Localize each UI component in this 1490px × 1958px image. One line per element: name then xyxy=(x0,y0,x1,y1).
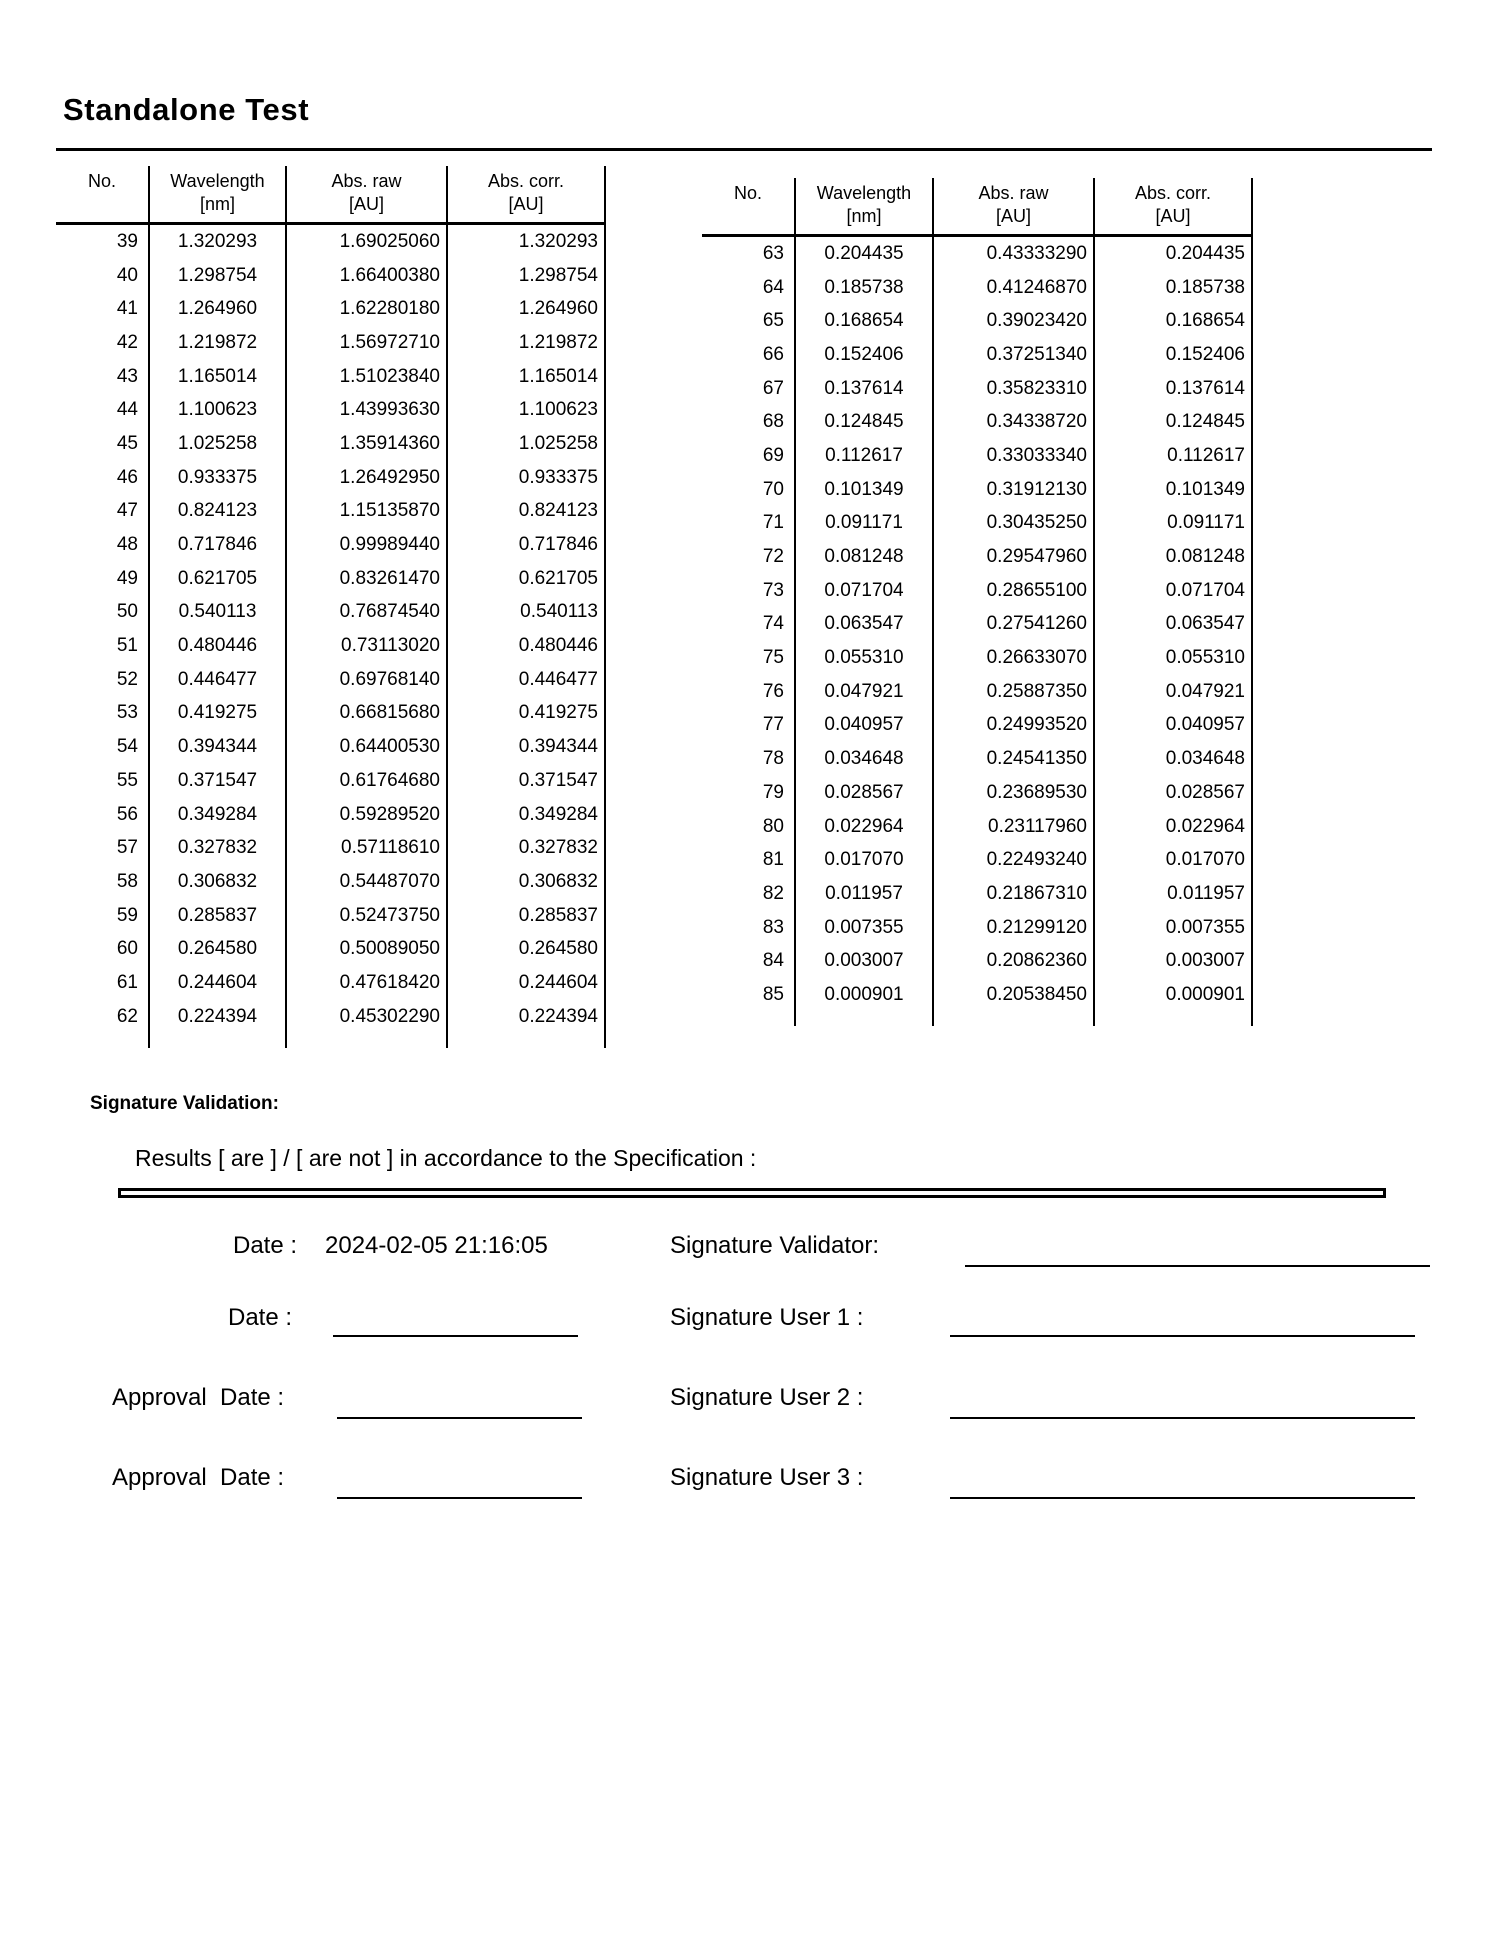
cell-abs-raw: 0.22493240 xyxy=(933,843,1094,877)
cell-wavelength: 0.047921 xyxy=(795,675,933,709)
approval-date-line[interactable] xyxy=(337,1497,582,1499)
cell-no: 84 xyxy=(762,950,784,972)
cell-no: 54 xyxy=(116,736,138,758)
cell-wavelength: 1.025258 xyxy=(149,427,286,461)
cell-wavelength: 1.320293 xyxy=(149,224,286,259)
cell-abs-corr: 1.264960 xyxy=(447,292,605,326)
cell-abs-corr: 0.244604 xyxy=(447,966,605,1000)
table-row xyxy=(702,978,1252,1012)
cell-wavelength: 0.168654 xyxy=(795,304,933,338)
cell-no: 57 xyxy=(116,837,138,859)
cell-no: 63 xyxy=(762,242,784,264)
cell-no: 51 xyxy=(116,635,138,657)
cell-abs-raw: 0.99989440 xyxy=(286,528,447,562)
table-row xyxy=(702,675,1252,709)
cell-no: 74 xyxy=(762,613,784,635)
cell-abs-raw: 0.52473750 xyxy=(286,899,447,933)
signature-validator-line[interactable] xyxy=(965,1265,1430,1267)
table-row xyxy=(702,742,1252,776)
cell-abs-raw: 0.21867310 xyxy=(933,877,1094,911)
cell-no: 42 xyxy=(116,331,138,353)
cell-abs-corr: 0.007355 xyxy=(1094,911,1252,945)
cell-abs-corr: 0.000901 xyxy=(1094,978,1252,1012)
cell-abs-corr: 0.047921 xyxy=(1094,675,1252,709)
table-row xyxy=(702,507,1252,541)
cell-abs-raw: 0.26633070 xyxy=(933,641,1094,675)
table-row xyxy=(702,776,1252,810)
cell-abs-raw: 0.34338720 xyxy=(933,405,1094,439)
cell-no: 75 xyxy=(762,647,784,669)
table-row xyxy=(702,473,1252,507)
cell-wavelength: 0.306832 xyxy=(149,865,286,899)
table-row xyxy=(702,877,1252,911)
cell-abs-corr: 0.824123 xyxy=(447,495,605,529)
cell-no: 68 xyxy=(762,411,784,433)
table-row xyxy=(702,641,1252,675)
cell-abs-corr: 0.349284 xyxy=(447,798,605,832)
cell-wavelength: 0.285837 xyxy=(149,899,286,933)
cell-no: 67 xyxy=(762,377,784,399)
cell-wavelength: 0.017070 xyxy=(795,843,933,877)
cell-no: 40 xyxy=(116,264,138,286)
cell-abs-raw: 1.26492950 xyxy=(286,461,447,495)
cell-abs-corr: 0.540113 xyxy=(447,596,605,630)
cell-wavelength: 0.204435 xyxy=(795,236,933,271)
cell-abs-corr: 0.371547 xyxy=(447,764,605,798)
table-row xyxy=(702,843,1252,877)
cell-no: 56 xyxy=(116,803,138,825)
cell-wavelength: 0.071704 xyxy=(795,574,933,608)
table-row xyxy=(56,764,605,798)
cell-no: 53 xyxy=(116,702,138,724)
cell-abs-corr: 0.327832 xyxy=(447,831,605,865)
cell-abs-raw: 0.45302290 xyxy=(286,1000,447,1034)
table-row xyxy=(56,562,605,596)
table-row xyxy=(56,495,605,529)
cell-no: 49 xyxy=(116,567,138,589)
cell-no: 46 xyxy=(116,466,138,488)
cell-no: 61 xyxy=(116,971,138,993)
cell-abs-raw: 0.37251340 xyxy=(933,338,1094,372)
cell-wavelength: 0.101349 xyxy=(795,473,933,507)
cell-abs-raw: 1.69025060 xyxy=(286,224,447,259)
cell-abs-corr: 1.025258 xyxy=(447,427,605,461)
cell-abs-corr: 0.022964 xyxy=(1094,810,1252,844)
table-row xyxy=(702,911,1252,945)
table-row xyxy=(702,709,1252,743)
cell-wavelength: 1.100623 xyxy=(149,393,286,427)
table-row xyxy=(56,966,605,1000)
cell-wavelength: 0.011957 xyxy=(795,877,933,911)
cell-wavelength: 0.040957 xyxy=(795,709,933,743)
cell-abs-corr: 0.480446 xyxy=(447,629,605,663)
cell-wavelength: 0.717846 xyxy=(149,528,286,562)
cell-no: 70 xyxy=(762,478,784,500)
cell-abs-raw: 0.69768140 xyxy=(286,663,447,697)
cell-wavelength: 0.063547 xyxy=(795,608,933,642)
cell-abs-raw: 0.25887350 xyxy=(933,675,1094,709)
cell-wavelength: 1.165014 xyxy=(149,360,286,394)
cell-no: 82 xyxy=(762,882,784,904)
cell-abs-raw: 0.76874540 xyxy=(286,596,447,630)
cell-abs-corr: 0.152406 xyxy=(1094,338,1252,372)
table-row xyxy=(702,271,1252,305)
cell-no: 48 xyxy=(116,534,138,556)
cell-wavelength: 0.224394 xyxy=(149,1000,286,1034)
table-spacer xyxy=(56,1034,605,1048)
cell-no: 80 xyxy=(762,815,784,837)
cell-wavelength: 0.112617 xyxy=(795,439,933,473)
cell-abs-corr: 1.165014 xyxy=(447,360,605,394)
cell-abs-corr: 0.003007 xyxy=(1094,944,1252,978)
cell-abs-raw: 0.21299120 xyxy=(933,911,1094,945)
cell-abs-corr: 0.091171 xyxy=(1094,507,1252,541)
cell-abs-raw: 1.35914360 xyxy=(286,427,447,461)
cell-abs-corr: 0.394344 xyxy=(447,730,605,764)
table-row xyxy=(56,831,605,865)
cell-no: 83 xyxy=(762,916,784,938)
cell-no: 60 xyxy=(116,938,138,960)
cell-wavelength: 1.219872 xyxy=(149,326,286,360)
table-row xyxy=(702,338,1252,372)
cell-abs-raw: 0.39023420 xyxy=(933,304,1094,338)
cell-no: 52 xyxy=(116,668,138,690)
cell-no: 62 xyxy=(116,1005,138,1027)
table-row xyxy=(56,596,605,630)
table-row xyxy=(56,932,605,966)
cell-abs-raw: 0.20538450 xyxy=(933,978,1094,1012)
cell-abs-raw: 0.50089050 xyxy=(286,932,447,966)
header-wavelength: Wavelength [nm] xyxy=(149,166,286,224)
cell-abs-raw: 0.28655100 xyxy=(933,574,1094,608)
cell-abs-corr: 0.419275 xyxy=(447,697,605,731)
cell-abs-raw: 0.35823310 xyxy=(933,372,1094,406)
cell-wavelength: 0.003007 xyxy=(795,944,933,978)
cell-abs-corr: 0.112617 xyxy=(1094,439,1252,473)
cell-abs-raw: 1.62280180 xyxy=(286,292,447,326)
cell-wavelength: 0.028567 xyxy=(795,776,933,810)
cell-abs-corr: 1.320293 xyxy=(447,224,605,259)
table-row xyxy=(56,393,605,427)
date-label: Date : xyxy=(233,1232,298,1259)
cell-abs-raw: 0.23689530 xyxy=(933,776,1094,810)
approval-date-label: Approval Date : xyxy=(112,1464,285,1491)
cell-wavelength: 0.540113 xyxy=(149,596,286,630)
cell-wavelength: 0.419275 xyxy=(149,697,286,731)
cell-abs-raw: 1.66400380 xyxy=(286,259,447,293)
cell-wavelength: 0.264580 xyxy=(149,932,286,966)
cell-abs-corr: 0.204435 xyxy=(1094,236,1252,271)
signature-user3-line[interactable] xyxy=(950,1497,1415,1499)
table-row xyxy=(702,540,1252,574)
cell-abs-raw: 0.24993520 xyxy=(933,709,1094,743)
header-abs-raw: Abs. raw [AU] xyxy=(286,166,447,224)
table-row xyxy=(56,360,605,394)
cell-no: 76 xyxy=(762,680,784,702)
cell-abs-corr: 0.124845 xyxy=(1094,405,1252,439)
cell-no: 69 xyxy=(762,444,784,466)
table-row xyxy=(56,528,605,562)
table-row xyxy=(702,405,1252,439)
table-spacer xyxy=(702,1012,1252,1026)
cell-abs-corr: 0.011957 xyxy=(1094,877,1252,911)
table-row xyxy=(702,439,1252,473)
cell-abs-corr: 0.063547 xyxy=(1094,608,1252,642)
table-row xyxy=(702,304,1252,338)
cell-no: 45 xyxy=(116,432,138,454)
cell-abs-raw: 0.20862360 xyxy=(933,944,1094,978)
cell-abs-corr: 0.040957 xyxy=(1094,709,1252,743)
table-row xyxy=(56,663,605,697)
cell-abs-corr: 0.034648 xyxy=(1094,742,1252,776)
cell-no: 47 xyxy=(116,500,138,522)
cell-abs-corr: 0.446477 xyxy=(447,663,605,697)
cell-abs-corr: 0.017070 xyxy=(1094,843,1252,877)
cell-abs-raw: 1.43993630 xyxy=(286,393,447,427)
cell-abs-corr: 0.168654 xyxy=(1094,304,1252,338)
header-abs-corr: Abs. corr. [AU] xyxy=(1094,178,1252,236)
cell-abs-corr: 0.137614 xyxy=(1094,372,1252,406)
cell-wavelength: 0.022964 xyxy=(795,810,933,844)
cell-abs-raw: 0.83261470 xyxy=(286,562,447,596)
table-row xyxy=(702,236,1252,271)
cell-no: 72 xyxy=(762,546,784,568)
table-row xyxy=(56,899,605,933)
table-row xyxy=(56,1000,605,1034)
cell-abs-raw: 0.54487070 xyxy=(286,865,447,899)
cell-abs-corr: 0.264580 xyxy=(447,932,605,966)
table-row xyxy=(56,427,605,461)
signature-validator-label: Signature Validator: xyxy=(670,1232,880,1259)
cell-abs-raw: 0.30435250 xyxy=(933,507,1094,541)
header-abs-corr: Abs. corr. [AU] xyxy=(447,166,605,224)
cell-abs-corr: 1.100623 xyxy=(447,393,605,427)
header-no: No. xyxy=(702,178,795,236)
cell-wavelength: 0.371547 xyxy=(149,764,286,798)
cell-no: 41 xyxy=(116,298,138,320)
cell-wavelength: 0.349284 xyxy=(149,798,286,832)
cell-wavelength: 1.264960 xyxy=(149,292,286,326)
cell-no: 65 xyxy=(762,310,784,332)
cell-abs-raw: 1.15135870 xyxy=(286,495,447,529)
cell-abs-corr: 0.101349 xyxy=(1094,473,1252,507)
cell-wavelength: 0.152406 xyxy=(795,338,933,372)
results-table-right xyxy=(702,178,1253,1026)
cell-abs-raw: 1.51023840 xyxy=(286,360,447,394)
cell-no: 43 xyxy=(116,365,138,387)
table-row xyxy=(56,798,605,832)
cell-abs-raw: 0.29547960 xyxy=(933,540,1094,574)
header-abs-raw: Abs. raw [AU] xyxy=(933,178,1094,236)
signature-user1-label: Signature User 1 : xyxy=(670,1304,864,1331)
cell-wavelength: 0.124845 xyxy=(795,405,933,439)
page-title: Standalone Test xyxy=(63,92,310,127)
cell-abs-raw: 1.56972710 xyxy=(286,326,447,360)
cell-no: 58 xyxy=(116,870,138,892)
cell-wavelength: 0.034648 xyxy=(795,742,933,776)
cell-abs-corr: 0.933375 xyxy=(447,461,605,495)
table-row xyxy=(56,326,605,360)
cell-wavelength: 0.480446 xyxy=(149,629,286,663)
cell-abs-corr: 0.055310 xyxy=(1094,641,1252,675)
cell-wavelength: 0.446477 xyxy=(149,663,286,697)
cell-abs-raw: 0.59289520 xyxy=(286,798,447,832)
cell-wavelength: 0.185738 xyxy=(795,271,933,305)
cell-wavelength: 0.394344 xyxy=(149,730,286,764)
cell-abs-raw: 0.61764680 xyxy=(286,764,447,798)
signature-user3-label: Signature User 3 : xyxy=(670,1464,864,1491)
cell-no: 55 xyxy=(116,769,138,791)
table-row xyxy=(702,608,1252,642)
cell-no: 73 xyxy=(762,579,784,601)
title-divider xyxy=(56,148,1432,151)
cell-abs-corr: 0.081248 xyxy=(1094,540,1252,574)
cell-abs-raw: 0.64400530 xyxy=(286,730,447,764)
cell-abs-corr: 0.717846 xyxy=(447,528,605,562)
signature-user1-line[interactable] xyxy=(950,1335,1415,1337)
table-row xyxy=(56,292,605,326)
signature-user2-line[interactable] xyxy=(950,1417,1415,1419)
table-row xyxy=(56,629,605,663)
cell-no: 64 xyxy=(762,276,784,298)
approval-date-line[interactable] xyxy=(337,1417,582,1419)
cell-abs-raw: 0.47618420 xyxy=(286,966,447,1000)
cell-wavelength: 0.000901 xyxy=(795,978,933,1012)
cell-no: 39 xyxy=(116,230,138,252)
cell-no: 66 xyxy=(762,343,784,365)
cell-abs-raw: 0.57118610 xyxy=(286,831,447,865)
cell-abs-raw: 0.33033340 xyxy=(933,439,1094,473)
cell-no: 78 xyxy=(762,748,784,770)
table-header-row xyxy=(56,166,605,224)
cell-wavelength: 0.824123 xyxy=(149,495,286,529)
table-row xyxy=(56,697,605,731)
cell-abs-raw: 0.23117960 xyxy=(933,810,1094,844)
cell-abs-corr: 1.219872 xyxy=(447,326,605,360)
signature-validation-heading: Signature Validation: xyxy=(90,1093,279,1114)
double-divider xyxy=(118,1188,1386,1198)
cell-wavelength: 0.621705 xyxy=(149,562,286,596)
cell-wavelength: 0.244604 xyxy=(149,966,286,1000)
cell-abs-raw: 0.27541260 xyxy=(933,608,1094,642)
cell-no: 79 xyxy=(762,781,784,803)
cell-wavelength: 0.007355 xyxy=(795,911,933,945)
cell-no: 59 xyxy=(116,904,138,926)
cell-abs-raw: 0.73113020 xyxy=(286,629,447,663)
cell-abs-corr: 0.028567 xyxy=(1094,776,1252,810)
cell-no: 71 xyxy=(762,512,784,534)
cell-wavelength: 0.327832 xyxy=(149,831,286,865)
table-row xyxy=(702,810,1252,844)
table-row xyxy=(56,259,605,293)
table-row xyxy=(56,730,605,764)
cell-wavelength: 0.091171 xyxy=(795,507,933,541)
approval-date-label: Approval Date : xyxy=(112,1384,285,1411)
cell-wavelength: 0.055310 xyxy=(795,641,933,675)
cell-wavelength: 1.298754 xyxy=(149,259,286,293)
table-row xyxy=(56,865,605,899)
table-header-row xyxy=(702,178,1252,236)
cell-no: 44 xyxy=(116,399,138,421)
cell-abs-raw: 0.43333290 xyxy=(933,236,1094,271)
cell-abs-corr: 0.621705 xyxy=(447,562,605,596)
cell-wavelength: 0.081248 xyxy=(795,540,933,574)
cell-abs-raw: 0.24541350 xyxy=(933,742,1094,776)
cell-abs-corr: 0.185738 xyxy=(1094,271,1252,305)
cell-abs-corr: 0.285837 xyxy=(447,899,605,933)
results-table-left xyxy=(56,166,606,1048)
header-no: No. xyxy=(56,166,149,224)
table-row xyxy=(702,574,1252,608)
cell-abs-raw: 0.41246870 xyxy=(933,271,1094,305)
table-row xyxy=(56,461,605,495)
date-value: 2024-02-05 21:16:05 xyxy=(325,1232,548,1259)
cell-no: 85 xyxy=(762,983,784,1005)
table-row xyxy=(702,372,1252,406)
cell-no: 50 xyxy=(116,601,138,623)
cell-abs-corr: 1.298754 xyxy=(447,259,605,293)
cell-wavelength: 0.137614 xyxy=(795,372,933,406)
cell-wavelength: 0.933375 xyxy=(149,461,286,495)
table-row xyxy=(702,944,1252,978)
header-wavelength: Wavelength [nm] xyxy=(795,178,933,236)
cell-no: 77 xyxy=(762,714,784,736)
cell-abs-corr: 0.071704 xyxy=(1094,574,1252,608)
cell-no: 81 xyxy=(762,849,784,871)
signature-user2-label: Signature User 2 : xyxy=(670,1384,864,1411)
results-statement: Results [ are ] / [ are not ] in accordance to the Specification : xyxy=(135,1145,757,1171)
date-line[interactable] xyxy=(333,1335,578,1337)
table-row xyxy=(56,224,605,259)
cell-abs-corr: 0.306832 xyxy=(447,865,605,899)
cell-abs-corr: 0.224394 xyxy=(447,1000,605,1034)
cell-abs-raw: 0.31912130 xyxy=(933,473,1094,507)
cell-abs-raw: 0.66815680 xyxy=(286,697,447,731)
date-label: Date : xyxy=(228,1304,293,1331)
